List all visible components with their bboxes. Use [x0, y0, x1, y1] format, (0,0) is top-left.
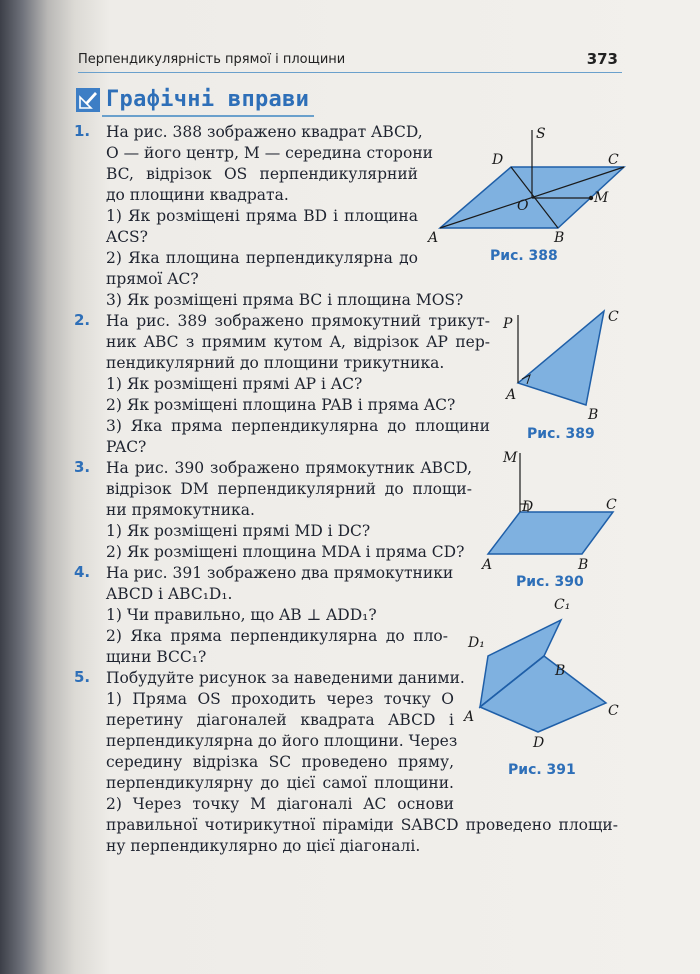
- label-m: M: [594, 190, 609, 206]
- exercise-text-line: 3) Як розміщені пряма BC і площина MOS?: [106, 291, 464, 309]
- label-a: A: [506, 387, 517, 403]
- exercise-text-line: до площини квадрата.: [106, 186, 289, 204]
- label-c: C: [606, 497, 617, 513]
- exercise-text-line: прямої AC?: [106, 270, 199, 288]
- exercise-text-line: ACS?: [106, 228, 148, 246]
- label-c: C: [608, 309, 619, 325]
- figure-caption: Рис. 391: [508, 762, 576, 778]
- exercise-number: 1.: [74, 122, 91, 140]
- exercise-text-line: 2) Як розміщені площина MDA і пряма CD?: [106, 543, 465, 561]
- exercise-number: 3.: [74, 458, 91, 476]
- exercise-text-line: щини BCC₁?: [106, 648, 207, 666]
- exercise-text-line: BC, відрізок OS перпендикулярний: [106, 165, 418, 183]
- exercise-text-line: 2) Через точку M діагоналі AC основи: [106, 795, 454, 813]
- exercise-text-line: 2) Яка площина перпендикулярна до: [106, 249, 418, 267]
- exercise-text-line: 3) Яка пряма перпендикулярна до площини: [106, 417, 490, 435]
- figure-391: [460, 595, 630, 755]
- section-heading: [76, 88, 316, 114]
- figure-390: [478, 445, 628, 573]
- label-d1: D₁: [468, 635, 485, 651]
- label-b: B: [554, 230, 565, 246]
- figure-389: [500, 305, 630, 425]
- exercise-text-line: пендикулярний до площини трикутника.: [106, 354, 445, 372]
- exercise-text-line: На рис. 390 зображено прямокутник ABCD,: [106, 459, 472, 477]
- exercise-text-line: перпендикулярну до цієї самої площини.: [106, 774, 454, 792]
- point-m: [589, 196, 593, 200]
- label-a: A: [428, 230, 439, 246]
- pencil-ruler-icon: [76, 88, 100, 112]
- exercise-text-line: відрізок DM перпендикулярний до площи-: [106, 480, 472, 498]
- rectangle-plane: [488, 512, 613, 554]
- figure-caption: Рис. 389: [527, 426, 595, 442]
- exercise-text-line: перпендикулярна до його площини. Через: [106, 732, 458, 750]
- exercise-text-line: ник ABC з прямим кутом A, відрізок AP пер-: [106, 333, 490, 351]
- page-header: [78, 50, 622, 73]
- exercise-number: 5.: [74, 668, 91, 686]
- exercise-text-line: 2) Як розміщені площина PAB і пряма AC?: [106, 396, 456, 414]
- exercise-text-line: 1) Як розміщені прямі AP і AC?: [106, 375, 363, 393]
- page-number: 373: [586, 50, 618, 68]
- exercise-text-line: PAC?: [106, 438, 147, 456]
- figure-388: [420, 120, 630, 250]
- exercise-text-line: середину відрізка SC проведено пряму,: [106, 753, 454, 771]
- label-s: S: [536, 126, 546, 142]
- label-b: B: [555, 663, 566, 679]
- exercise-text-line: ABCD і ABC₁D₁.: [106, 585, 233, 603]
- header-title: Перпендикулярність прямої і площини: [78, 52, 346, 67]
- exercise-number: 4.: [74, 563, 91, 581]
- exercise-text-line: правильної чотирикутної піраміди SABCD проведено площи-: [106, 816, 618, 834]
- label-d: D: [522, 499, 534, 515]
- figure-caption: Рис. 388: [490, 248, 558, 264]
- label-p: P: [503, 316, 513, 332]
- label-d: D: [492, 152, 504, 168]
- exercise-text-line: 1) Пряма OS проходить через точку O: [106, 690, 454, 708]
- exercise-text-line: На рис. 391 зображено два прямокутники: [106, 564, 454, 582]
- label-c1: C₁: [554, 597, 571, 613]
- label-o: O: [517, 198, 529, 214]
- exercise-text-line: 1) Чи правильно, що AB ⊥ ADD₁?: [106, 606, 377, 624]
- exercise-text-line: 1) Як розміщені пряма BD і площина: [106, 207, 418, 225]
- section-title: Графічні вправи: [106, 87, 310, 112]
- label-b: B: [578, 557, 589, 573]
- label-d: D: [533, 735, 545, 751]
- exercise-text-line: ну перпендикулярно до цієї діагоналі.: [106, 837, 421, 855]
- label-c: C: [608, 152, 619, 168]
- right-triangle-abc: [518, 311, 604, 405]
- label-c: C: [608, 703, 619, 719]
- exercise-text-line: перетину діагоналей квадрата ABCD і: [106, 711, 454, 729]
- section-underline: [102, 115, 314, 117]
- exercise-text-line: O — його центр, M — середина сторони: [106, 144, 433, 162]
- exercise-text-line: На рис. 388 зображено квадрат ABCD,: [106, 123, 423, 141]
- exercise-text-line: На рис. 389 зображено прямокутний трикут-: [106, 312, 490, 330]
- label-b: B: [588, 407, 599, 423]
- exercise-text-line: ни прямокутника.: [106, 501, 255, 519]
- exercise-number: 2.: [74, 311, 91, 329]
- exercise-text-line: Побудуйте рисунок за наведеними даними.: [106, 669, 465, 687]
- exercise-text-line: 2) Яка пряма перпендикулярна до пло-: [106, 627, 448, 645]
- label-m: M: [503, 450, 518, 466]
- label-a: A: [464, 709, 475, 725]
- label-a: A: [482, 557, 493, 573]
- figure-caption: Рис. 390: [516, 574, 584, 590]
- exercise-text-line: 1) Як розміщені прямі MD і DC?: [106, 522, 371, 540]
